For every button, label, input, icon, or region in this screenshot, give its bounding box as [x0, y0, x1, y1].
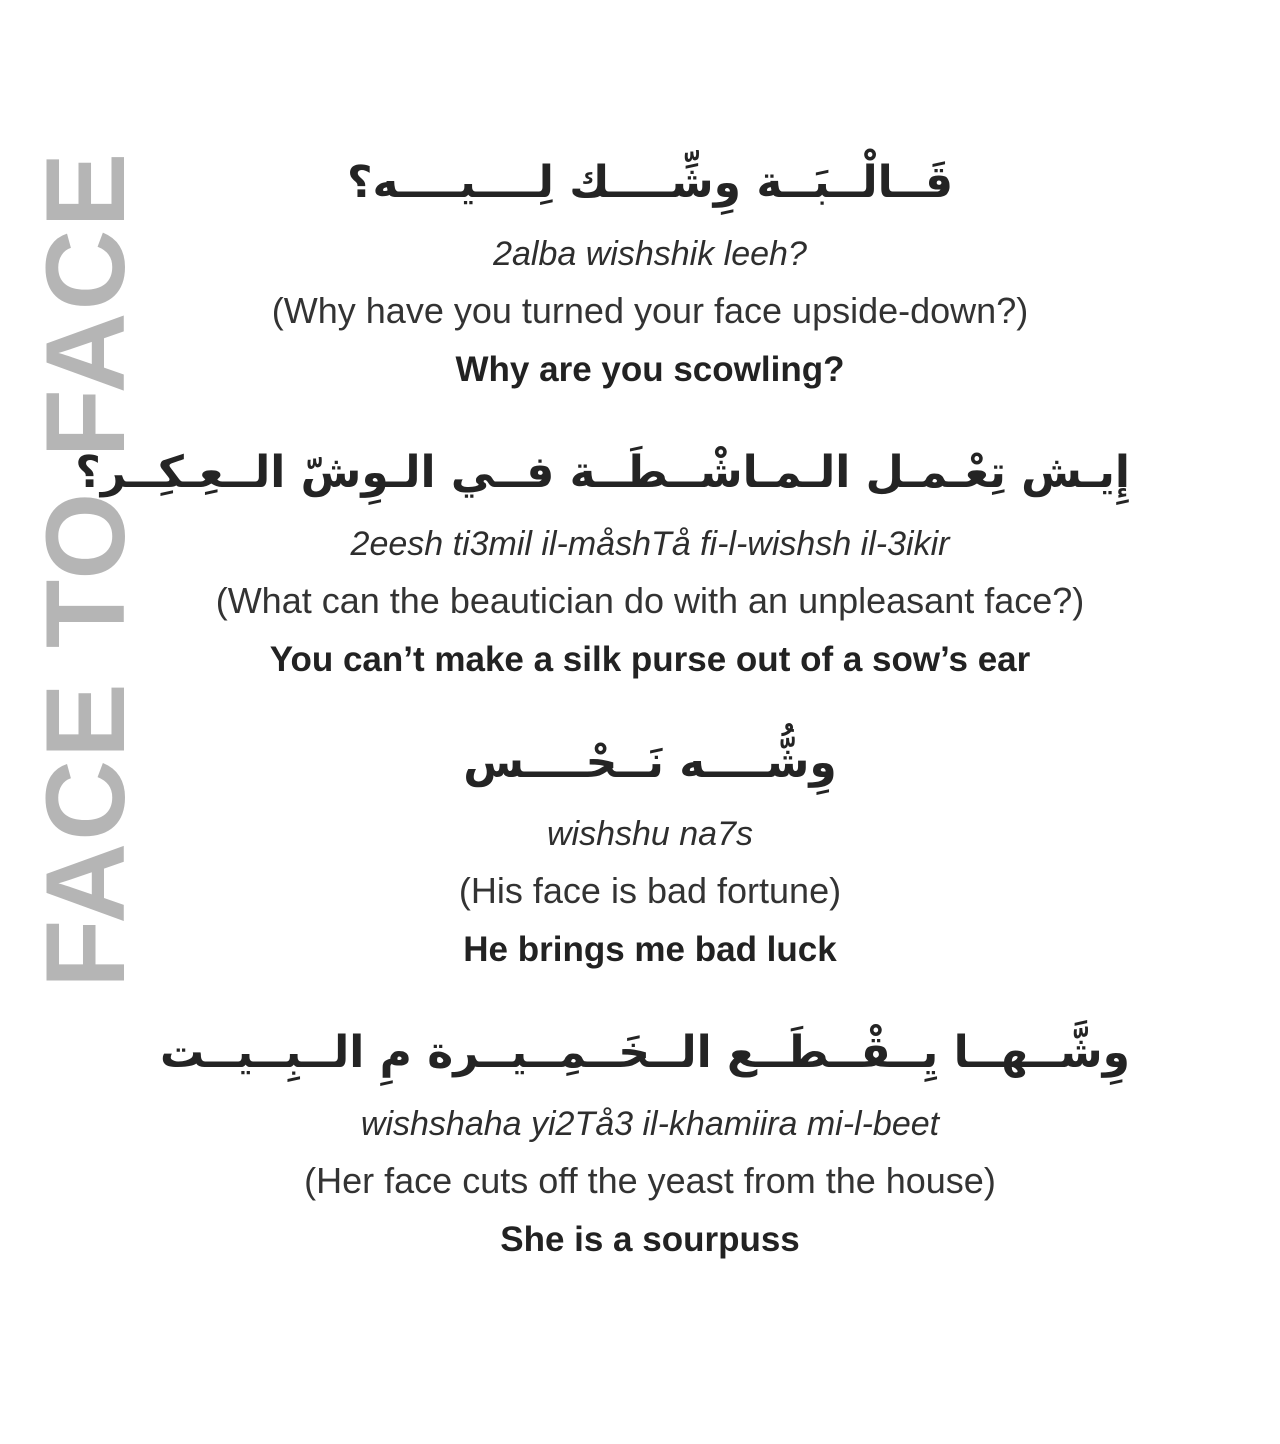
- arabic-text: إِيـش تِعْـمـل الـمـاشْــطَــة فــي الـوِشّ الــعِـكِــر؟: [75, 447, 1130, 498]
- transliteration-text: wishshu na7s: [546, 815, 753, 853]
- literal-translation: (Her face cuts off the yeast from the house): [304, 1160, 996, 1201]
- arabic-text: وِشَّــهــا يِــقْــطَــع الــخَــمِــيــرة مِ الــبِــيــت: [160, 1027, 1130, 1078]
- literal-translation: (His face is bad fortune): [458, 870, 842, 911]
- idiom-entry: [160, 1010, 1130, 1270]
- arabic-text: وِشُّــــه نَــحْــــس: [463, 737, 837, 788]
- literal-translation: (Why have you turned your face upside-down?): [271, 290, 1029, 331]
- idiomatic-translation: He brings me bad luck: [463, 930, 837, 969]
- idiom-entry: [170, 140, 1130, 400]
- transliteration-text: wishshaha yi2Tå3 il-khamiira mi-l-beet: [360, 1105, 940, 1143]
- transliteration-text: 2eesh ti3mil il-måshTå fi-l-wishsh il-3ikir: [350, 525, 950, 563]
- arabic-text: قَــالْــبَــة وِشِّــــك لِــــيــــه؟: [346, 157, 954, 208]
- idiomatic-translation: Why are you scowling?: [455, 350, 845, 389]
- idiomatic-translation: She is a sourpuss: [500, 1220, 800, 1259]
- literal-translation: (What can the beautician do with an unpleasant face?): [215, 580, 1085, 621]
- chapter-title-vertical: FACE TO FACE: [23, 150, 148, 988]
- transliteration-text: 2alba wishshik leeh?: [493, 235, 807, 273]
- idiomatic-translation: You can’t make a silk purse out of a sow’s ear: [269, 640, 1031, 679]
- idiom-entry: [75, 430, 1130, 690]
- idiom-entry: [170, 720, 1130, 980]
